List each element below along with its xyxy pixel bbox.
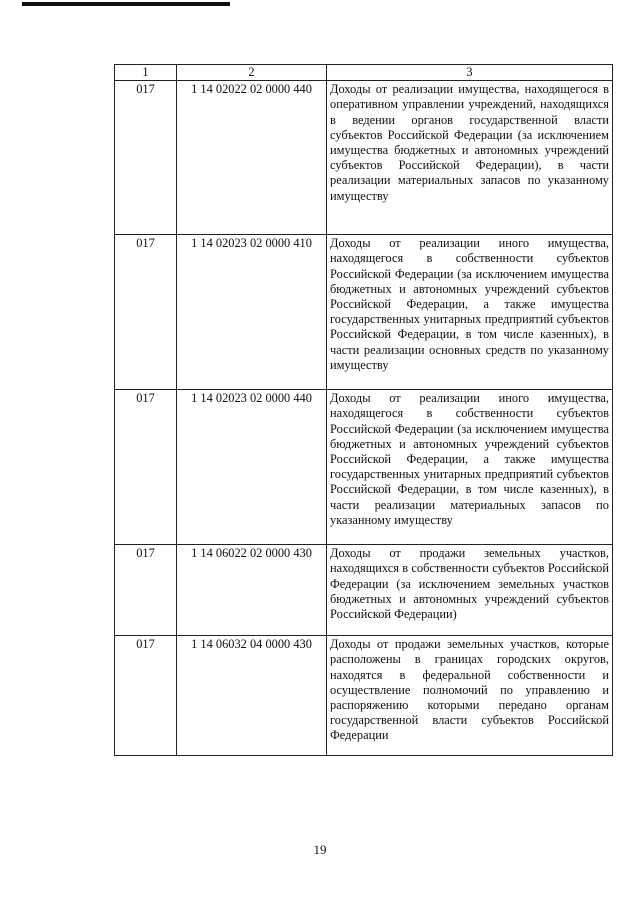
revenue-codes-table — [114, 64, 613, 756]
admin-code-cell: 017 — [115, 545, 177, 636]
admin-code-cell: 017 — [115, 636, 177, 756]
table-row — [115, 390, 613, 545]
budget-code-cell: 1 14 06032 04 0000 430 — [177, 636, 327, 756]
table-row — [115, 81, 613, 235]
table-header-row — [115, 65, 613, 81]
header-rule — [22, 2, 230, 6]
admin-code-cell: 017 — [115, 235, 177, 390]
budget-code-cell: 1 14 02023 02 0000 440 — [177, 390, 327, 545]
column-header-2: 2 — [177, 65, 327, 81]
description-cell: Доходы от продажи земельных участков, находящихся в собственности субъектов Российской Федерации (за исключением земельных участков бюджетных и автономных учреждений субъектов Российской Федерации) — [327, 545, 613, 636]
description-cell: Доходы от реализации иного имущества, находящегося в собственности субъектов Российской Федерации (за исключением имущества бюджетных и автономных учреждений субъектов Российской Федерации, а также имущества государственных унитарных предприятий субъектов Российской Федерации, в том числе казенных), в части реализации основных средств по указанному имуществу — [327, 235, 613, 390]
page-number: 19 — [313, 842, 327, 857]
admin-code-cell: 017 — [115, 81, 177, 235]
column-header-3: 3 — [327, 65, 613, 81]
table-row — [115, 545, 613, 636]
budget-code-cell: 1 14 02022 02 0000 440 — [177, 81, 327, 235]
table-row — [115, 636, 613, 756]
description-cell: Доходы от продажи земельных участков, которые расположены в границах городских округов, находятся в федеральной собственности и осуществление полномочий по управлению и распоряжению которыми передано органам государственной власти субъектов Российской Федерации — [327, 636, 613, 756]
budget-code-cell: 1 14 06022 02 0000 430 — [177, 545, 327, 636]
budget-code-cell: 1 14 02023 02 0000 410 — [177, 235, 327, 390]
table-row — [115, 235, 613, 390]
column-header-1: 1 — [115, 65, 177, 81]
admin-code-cell: 017 — [115, 390, 177, 545]
description-cell: Доходы от реализации иного имущества, находящегося в собственности субъектов Российской Федерации (за исключением имущества бюджетных и автономных учреждений субъектов Российской Федерации, а также имущества государственных унитарных предприятий субъектов Российской Федерации, в том числе казенных), в части реализации материальных запасов по указанному имуществу — [327, 390, 613, 545]
description-cell: Доходы от реализации имущества, находящегося в оперативном управлении учреждений, находящихся в ведении органов государственной власти субъектов Российской Федерации (за исключением имущества бюджетных и автономных учреждений субъектов Российской Федерации), в части реализации материальных запасов по указанному имуществу — [327, 81, 613, 235]
